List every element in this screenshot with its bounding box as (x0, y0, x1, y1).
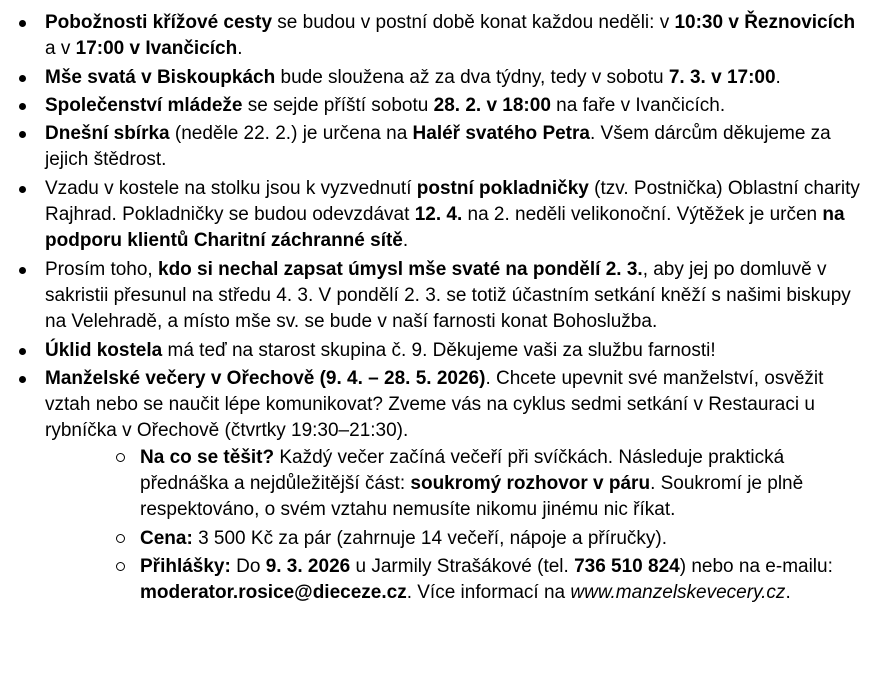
text-run: a v (45, 38, 76, 60)
text-run: bude sloužena až za dva týdny, tedy v sobotu (275, 66, 669, 88)
text-run: . (237, 38, 243, 60)
announcement-item-mse-biskoupky (8, 65, 861, 91)
text-run: na 2. neděli velikonoční. Výtěžek je určen (462, 204, 823, 226)
announcements-list (8, 10, 861, 607)
bold-text: kdo si nechal zapsat úmysl mše svaté na pondělí 2. 3. (158, 258, 643, 280)
announcement-item-postni-pokladnicky (8, 176, 861, 255)
bold-text: 28. 2. v 18:00 (433, 94, 551, 116)
text-run: . Soukromí je plně respektováno, o svém vztahu nemusíte nikomu jinému nic říkat. (140, 473, 804, 521)
text-run: 3 500 Kč za pár (zahrnuje 14 večeří, nápoje a příručky). (192, 527, 667, 549)
bold-text: Na co se těšit? (140, 446, 275, 468)
announcement-item-spolecenstvi-mladeze (8, 93, 861, 119)
text-run: ) nebo na e-mailu: (679, 555, 833, 577)
text-run: u Jarmily Strašákové (tel. (350, 555, 575, 577)
announcement-item-uklid-kostela (8, 338, 861, 364)
bold-text: Společenství mládeže (45, 94, 243, 116)
bold-text: Mše svatá v Biskoupkách (45, 66, 276, 88)
bold-text: postní pokladničky (416, 177, 589, 199)
text-run: Vzadu v kostele na stolku jsou k vyzvednutí (45, 177, 417, 199)
bold-text: 7. 3. v 17:00 (668, 66, 776, 88)
announcement-item-manzelske-vecery (8, 366, 861, 607)
text-run: se budou v postní době konat každou neděli: v (272, 12, 675, 33)
subitem-na-co-se-tesit (80, 445, 861, 524)
text-run: Do (230, 555, 266, 577)
bold-text: Cena: (140, 527, 193, 549)
text-run: Prosím toho, (45, 258, 158, 280)
bold-text: Haléř svatého Petra (412, 123, 590, 145)
bold-text: Úklid kostela (45, 339, 163, 361)
bold-text: 9. 3. 2026 (265, 555, 351, 577)
bold-text: Manželské večery v Ořechově (9. 4. – 28. 5. 2026) (45, 367, 486, 389)
bold-text: Dnešní sbírka (45, 123, 170, 145)
bold-text: na podporu klientů Charitní záchranné sítě (45, 204, 845, 252)
text-run: . Chcete upevnit své manželství, osvěžit vztah nebo se naučit lépe komunikovat? Zveme vás na cyklus sedmi setkání v Restauraci u rybníčka v Ořechově (čtvrtky 19:30–21:30). (45, 367, 824, 442)
italic-text: www.manzelskevecery.cz (570, 582, 786, 604)
bold-text: 17:00 v Ivančicích (75, 38, 238, 60)
bold-text: 12. 4. (414, 204, 463, 226)
text-run: . Všem dárcům děkujeme za jejich štědrost. (45, 123, 831, 171)
subitem-prihlasky (80, 554, 861, 607)
text-run: se sejde příští sobotu (242, 94, 434, 116)
announcement-item-umysl-mse (8, 257, 861, 336)
announcement-sublist (45, 445, 861, 607)
bold-text: Přihlášky: (140, 555, 231, 577)
subitem-cena (80, 526, 861, 552)
text-run: Každý večer začíná večeří při svíčkách. Následuje praktická přednáška a nejdůležitější část: (140, 446, 785, 495)
bold-text: Pobožnosti křížové cesty (45, 12, 273, 33)
text-run: , aby jej po domluvě v sakristii přesunul na středu 4. 3. V pondělí 2. 3. se totiž účastním setkání kněží s našimi biskupy na Velehradě, a místo mše sv. se bude v naší farnosti konat Bohoslužba. (45, 258, 851, 333)
announcement-item-dnesni-sbirka (8, 121, 861, 174)
text-run: . (775, 66, 781, 88)
text-run: (tzv. Postnička) Oblastní charity Rajhrad. Pokladničky se budou odevzdávat (45, 177, 860, 226)
bold-text: 10:30 v Řeznovicích (674, 12, 856, 33)
bold-text: soukromý rozhovor v páru (410, 473, 651, 495)
text-run: . (785, 582, 791, 604)
bold-text: 736 510 824 (574, 555, 680, 577)
text-run: . Více informací na (406, 582, 571, 604)
text-run: (neděle 22. 2.) je určena na (169, 123, 413, 145)
text-run: . (402, 230, 409, 252)
text-run: má teď na starost skupina č. 9. Děkujeme vaši za službu farnosti! (162, 339, 716, 361)
bold-text: moderator.rosice@dieceze.cz (140, 582, 407, 604)
text-run: na faře v Ivančicích. (550, 94, 726, 116)
announcement-item-krizova-cesta (8, 10, 861, 63)
